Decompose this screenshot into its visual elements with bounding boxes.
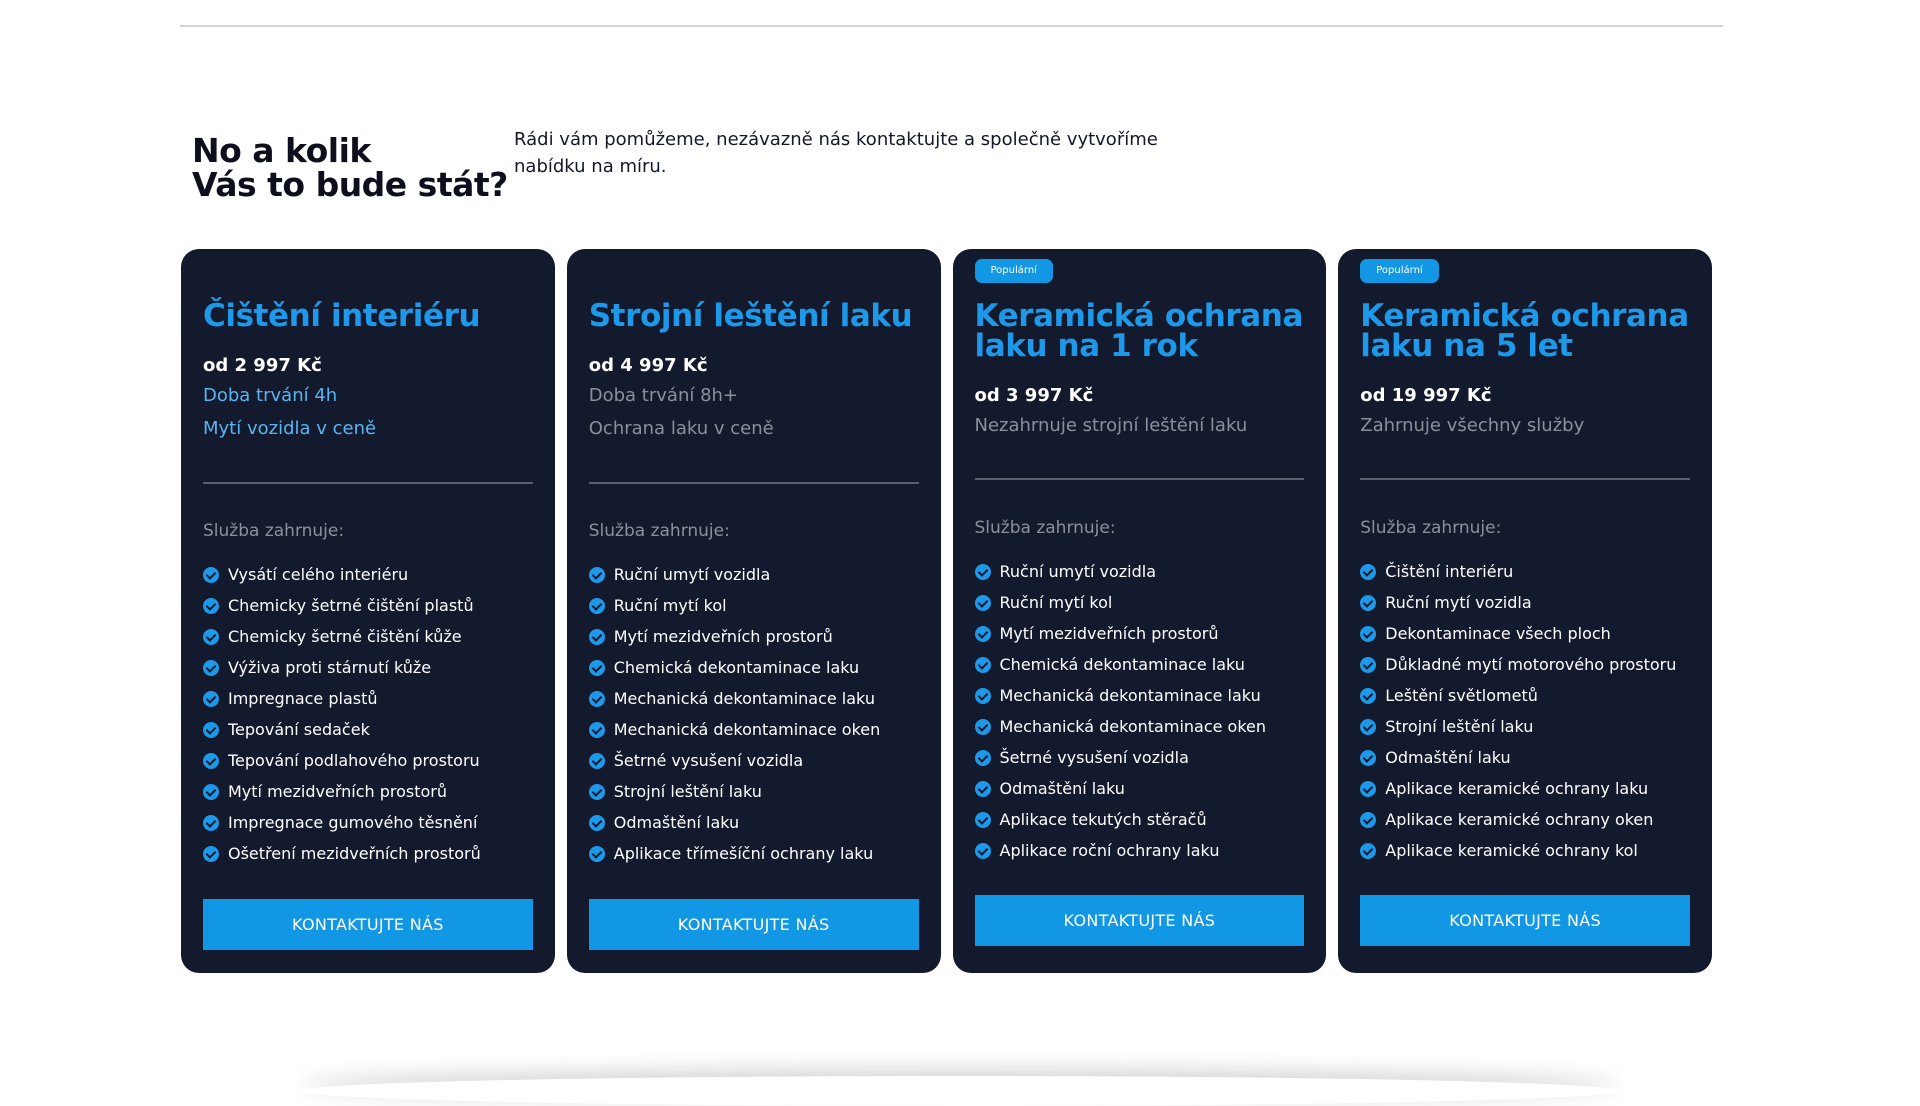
- services-label: Služba zahrnuje:: [1360, 518, 1502, 538]
- card-note-included: Ochrana laku v ceně: [588, 418, 774, 439]
- list-item: [589, 683, 881, 714]
- pricing-card-polishing: [567, 249, 941, 973]
- feature-label: Mytí mezidveřních prostorů: [999, 624, 1219, 643]
- list-item: [203, 714, 481, 745]
- check-circle-icon: [1360, 657, 1376, 673]
- list-item: [203, 745, 481, 776]
- check-circle-icon: [975, 626, 991, 642]
- card-title: Čištění interiéru: [203, 298, 481, 334]
- section-heading: [192, 131, 508, 204]
- check-circle-icon: [1360, 688, 1376, 704]
- list-item: [589, 621, 881, 652]
- list-item: [589, 776, 881, 807]
- feature-label: Ruční umytí vozidla: [999, 562, 1157, 581]
- card-divider: [203, 482, 533, 484]
- list-item: [203, 559, 481, 590]
- list-item: [589, 590, 881, 621]
- list-item: [203, 621, 481, 652]
- check-circle-icon: [975, 688, 991, 704]
- feature-label: Čištění interiéru: [1385, 562, 1514, 581]
- feature-label: Důkladné mytí motorového prostoru: [1385, 655, 1677, 674]
- feature-list: [975, 556, 1267, 866]
- list-item: [975, 711, 1267, 742]
- check-circle-icon: [589, 784, 605, 800]
- feature-label: Aplikace tekutých stěračů: [999, 810, 1207, 829]
- feature-label: Aplikace keramické ochrany oken: [1385, 810, 1654, 829]
- check-circle-icon: [1360, 595, 1376, 611]
- feature-label: Strojní leštění laku: [1385, 717, 1534, 736]
- card-title-line-2: laku na 1 rok: [974, 328, 1198, 364]
- card-divider: [589, 482, 919, 484]
- list-item: [1360, 804, 1676, 835]
- list-item: [1360, 835, 1676, 866]
- check-circle-icon: [1360, 564, 1376, 580]
- card-title-line-1: Keramická ochrana: [1360, 298, 1689, 334]
- list-item: [1360, 556, 1676, 587]
- feature-label: Leštění světlometů: [1385, 686, 1538, 705]
- list-item: [975, 804, 1267, 835]
- card-title-line-2: laku na 5 let: [1360, 328, 1573, 364]
- list-item: [589, 807, 881, 838]
- feature-label: Šetrné vysušení vozidla: [613, 751, 804, 770]
- list-item: [1360, 773, 1676, 804]
- feature-label: Ruční mytí vozidla: [1385, 593, 1532, 612]
- card-title: [974, 298, 1305, 364]
- services-label: Služba zahrnuje:: [203, 521, 345, 541]
- pricing-card-interior: [181, 249, 555, 973]
- feature-label: Chemická dekontaminace laku: [999, 655, 1245, 674]
- check-circle-icon: [1360, 750, 1376, 766]
- check-circle-icon: [589, 567, 605, 583]
- top-divider: [180, 25, 1723, 27]
- check-circle-icon: [203, 660, 219, 676]
- feature-list: [203, 559, 481, 869]
- list-item: [975, 556, 1267, 587]
- card-price: od 19 997 Kč: [1360, 385, 1492, 406]
- list-item: [975, 649, 1267, 680]
- check-circle-icon: [975, 595, 991, 611]
- check-circle-icon: [975, 719, 991, 735]
- list-item: [203, 590, 481, 621]
- check-circle-icon: [203, 784, 219, 800]
- list-item: [975, 587, 1267, 618]
- feature-label: Odmaštění laku: [1385, 748, 1511, 767]
- list-item: [203, 683, 481, 714]
- card-note-duration: Doba trvání 8h+: [588, 385, 739, 406]
- popular-badge: Populární: [975, 259, 1053, 283]
- services-label: Služba zahrnuje:: [588, 521, 730, 541]
- check-circle-icon: [589, 691, 605, 707]
- feature-label: Odmaštění laku: [613, 813, 740, 832]
- contact-button[interactable]: KONTAKTUJTE NÁS: [975, 895, 1305, 946]
- feature-label: Mytí mezidveřních prostorů: [228, 782, 448, 801]
- feature-label: Ruční umytí vozidla: [613, 565, 771, 584]
- list-item: [975, 618, 1267, 649]
- feature-list: [589, 559, 881, 869]
- card-title-line-1: Keramická ochrana: [974, 298, 1303, 334]
- feature-label: Odmaštění laku: [999, 779, 1125, 798]
- feature-label: Aplikace třímešíční ochrany laku: [613, 844, 874, 863]
- feature-label: Aplikace keramické ochrany laku: [1385, 779, 1649, 798]
- section-intro: Rádi vám pomůžeme, nezávazně nás kontaktujte a společně vytvoříme nabídku na míru.: [514, 129, 1158, 177]
- list-item: [203, 776, 481, 807]
- check-circle-icon: [975, 564, 991, 580]
- feature-list: [1360, 556, 1676, 866]
- feature-label: Tepování podlahového prostoru: [228, 751, 480, 770]
- feature-label: Mechanická dekontaminace laku: [613, 689, 875, 708]
- check-circle-icon: [975, 781, 991, 797]
- feature-label: Mechanická dekontaminace oken: [999, 717, 1267, 736]
- feature-label: Ošetření mezidveřních prostorů: [228, 844, 481, 863]
- contact-button[interactable]: KONTAKTUJTE NÁS: [589, 899, 919, 950]
- feature-label: Aplikace roční ochrany laku: [999, 841, 1220, 860]
- feature-label: Impregnace plastů: [228, 689, 378, 708]
- card-note: Zahrnuje všechny služby: [1360, 415, 1585, 436]
- check-circle-icon: [203, 846, 219, 862]
- card-price: od 2 997 Kč: [203, 355, 322, 376]
- check-circle-icon: [589, 629, 605, 645]
- check-circle-icon: [203, 722, 219, 738]
- contact-button[interactable]: KONTAKTUJTE NÁS: [203, 899, 533, 950]
- list-item: [1360, 587, 1676, 618]
- list-item: [589, 745, 881, 776]
- list-item: [203, 652, 481, 683]
- check-circle-icon: [589, 660, 605, 676]
- check-circle-icon: [203, 629, 219, 645]
- list-item: [1360, 680, 1676, 711]
- check-circle-icon: [1360, 812, 1376, 828]
- check-circle-icon: [203, 598, 219, 614]
- check-circle-icon: [203, 567, 219, 583]
- card-title: Strojní leštění laku: [588, 298, 913, 334]
- list-item: [589, 652, 881, 683]
- feature-label: Ruční mytí kol: [613, 596, 727, 615]
- pricing-card-ceramic-5-years: [1338, 249, 1712, 973]
- card-note-included: Mytí vozidla v ceně: [203, 418, 377, 439]
- feature-label: Ruční mytí kol: [999, 593, 1113, 612]
- check-circle-icon: [589, 722, 605, 738]
- check-circle-icon: [975, 657, 991, 673]
- check-circle-icon: [589, 846, 605, 862]
- feature-label: Mechanická dekontaminace laku: [999, 686, 1261, 705]
- check-circle-icon: [1360, 843, 1376, 859]
- check-circle-icon: [1360, 626, 1376, 642]
- list-item: [975, 773, 1267, 804]
- feature-label: Chemicky šetrné čištění kůže: [228, 627, 462, 646]
- list-item: [1360, 618, 1676, 649]
- feature-label: Impregnace gumového těsnění: [228, 813, 478, 832]
- list-item: [975, 742, 1267, 773]
- check-circle-icon: [975, 843, 991, 859]
- check-circle-icon: [203, 691, 219, 707]
- heading-line-1: No a kolik: [192, 131, 371, 170]
- feature-label: Vysátí celého interiéru: [228, 565, 409, 584]
- check-circle-icon: [1360, 781, 1376, 797]
- list-item: [203, 807, 481, 838]
- feature-label: Mytí mezidveřních prostorů: [613, 627, 833, 646]
- feature-label: Strojní leštění laku: [613, 782, 762, 801]
- card-note: Nezahrnuje strojní leštění laku: [974, 415, 1248, 436]
- card-divider: [975, 478, 1305, 480]
- list-item: [589, 838, 881, 869]
- list-item: [1360, 649, 1676, 680]
- popular-badge: Populární: [1360, 259, 1438, 283]
- check-circle-icon: [1360, 719, 1376, 735]
- feature-label: Tepování sedaček: [228, 720, 370, 739]
- check-circle-icon: [975, 812, 991, 828]
- feature-label: Mechanická dekontaminace oken: [613, 720, 881, 739]
- heading-line-2: Vás to bude stát?: [192, 165, 508, 204]
- feature-label: Chemická dekontaminace laku: [613, 658, 860, 677]
- list-item: [589, 559, 881, 590]
- pricing-card-ceramic-1-year: [953, 249, 1327, 973]
- list-item: [1360, 742, 1676, 773]
- card-note-duration: Doba trvání 4h: [203, 385, 338, 406]
- list-item: [589, 714, 881, 745]
- card-price: od 3 997 Kč: [974, 385, 1094, 406]
- list-item: [975, 680, 1267, 711]
- check-circle-icon: [589, 753, 605, 769]
- card-title: [1360, 298, 1690, 364]
- list-item: [975, 835, 1267, 866]
- feature-label: Dekontaminace všech ploch: [1385, 624, 1611, 643]
- feature-label: Aplikace keramické ochrany kol: [1385, 841, 1638, 860]
- list-item: [203, 838, 481, 869]
- pricing-cards: [181, 249, 1712, 973]
- card-divider: [1360, 478, 1690, 480]
- check-circle-icon: [203, 753, 219, 769]
- check-circle-icon: [589, 815, 605, 831]
- check-circle-icon: [203, 815, 219, 831]
- check-circle-icon: [975, 750, 991, 766]
- feature-label: Výživa proti stárnutí kůže: [228, 658, 432, 677]
- bottom-shadow: [300, 1076, 1620, 1106]
- feature-label: Šetrné vysušení vozidla: [999, 748, 1189, 767]
- contact-button[interactable]: KONTAKTUJTE NÁS: [1360, 895, 1690, 946]
- feature-label: Chemicky šetrné čištění plastů: [228, 596, 474, 615]
- list-item: [1360, 711, 1676, 742]
- card-price: od 4 997 Kč: [588, 355, 708, 376]
- check-circle-icon: [589, 598, 605, 614]
- services-label: Služba zahrnuje:: [974, 518, 1116, 538]
